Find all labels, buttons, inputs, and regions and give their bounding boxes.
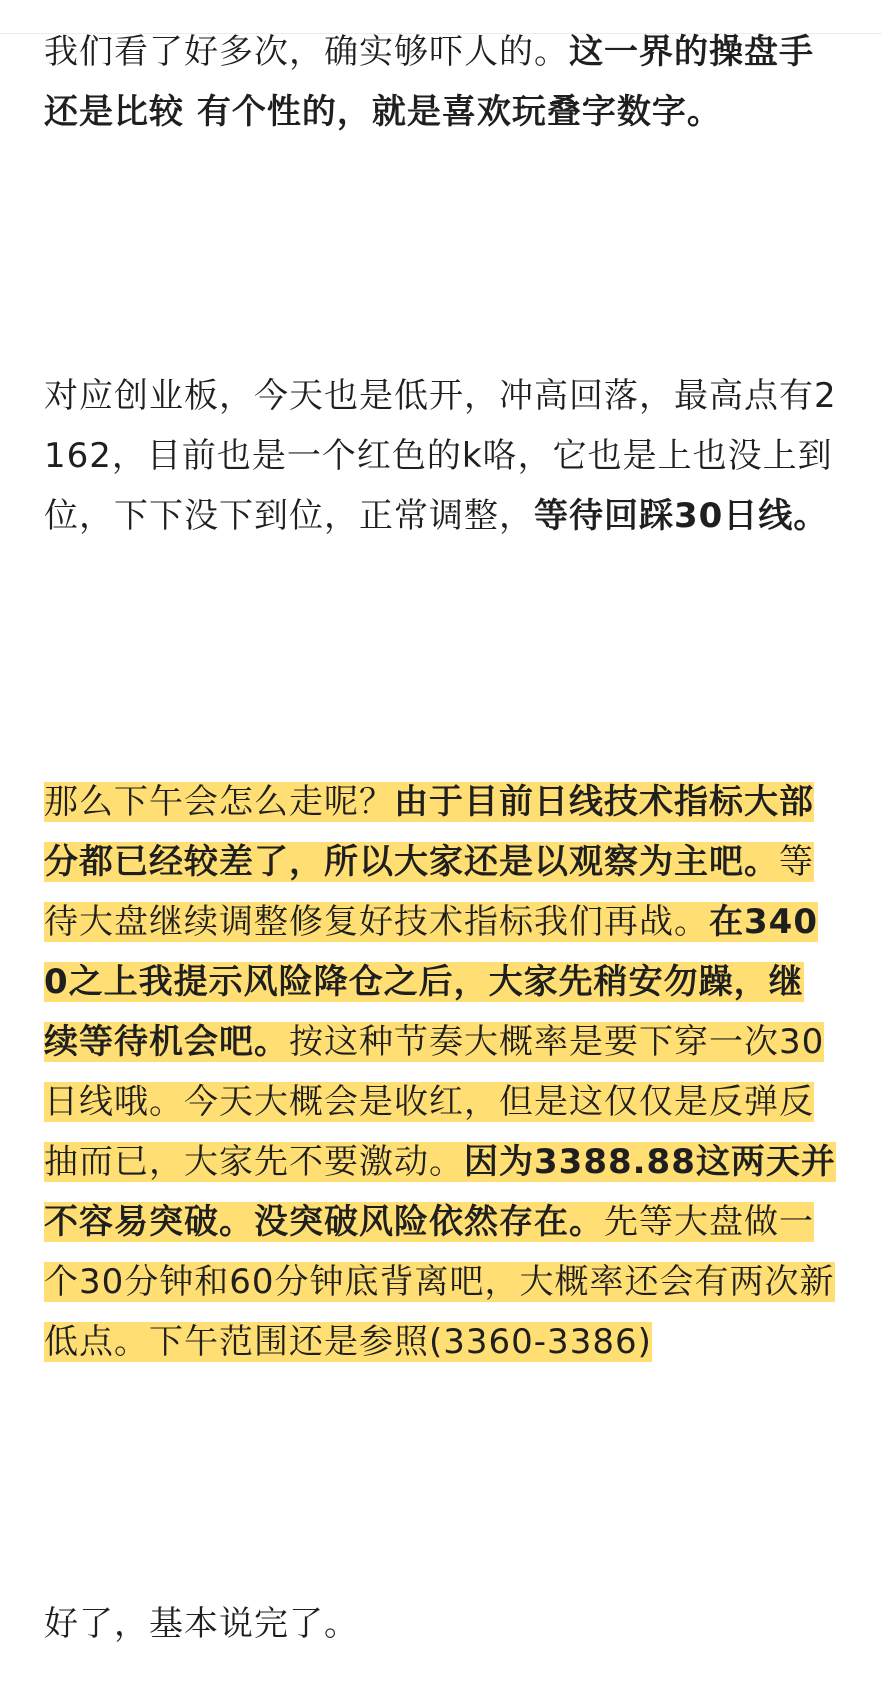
closing-text: 好了，基本说完了。 [44, 1604, 359, 1644]
highlight-segment-5: 按这种节奏大概率是要下穿一次30日线哦。今天大概会是收红，但是这仅仅是反弹反抽而已，大家先不要激动。 [44, 1022, 825, 1182]
paragraph-1 [44, 22, 838, 142]
closing-paragraph [44, 1594, 838, 1654]
highlight-segment-7: 先等大盘做一个30分钟和60分钟底背离吧，大概率还会有两次新低点。下午范围还是参照(3360-3386) [44, 1202, 835, 1362]
paragraph-2-text: 对应创业板，今天也是低开，冲高回落，最高点有2162，目前也是一个红色的k咯，它也是上也没上到位，下下没下到位，正常调整， [44, 376, 837, 536]
highlight-bold-segment-6: 因为3388.88这两天并不容易突破。没突破风险依然存在。 [44, 1142, 836, 1242]
highlight-segment-1: 那么下午会怎么走呢？ [44, 782, 394, 822]
paragraph-1-bold-text: 这一界的操盘手还是比较 有个性的，就是喜欢玩叠字数字。 [44, 32, 814, 132]
paragraph-2 [44, 366, 838, 546]
highlight-segment-3: 等待大盘继续调整修复好技术指标我们再战。 [44, 842, 814, 942]
highlight-bold-segment-2: 由于目前日线技术指标大部分都已经较差了，所以大家还是以观察为主吧。 [44, 782, 814, 882]
highlight-bold-segment-4: 在3400之上我提示风险降仓之后，大家先稍安勿躁，继续等待机会吧。 [44, 902, 818, 1062]
paragraph-2-bold-text: 等待回踩30日线。 [534, 496, 829, 536]
highlighted-paragraph [44, 772, 838, 1372]
paragraph-1-text: 我们看了好多次，确实够吓人的。 [44, 32, 569, 72]
